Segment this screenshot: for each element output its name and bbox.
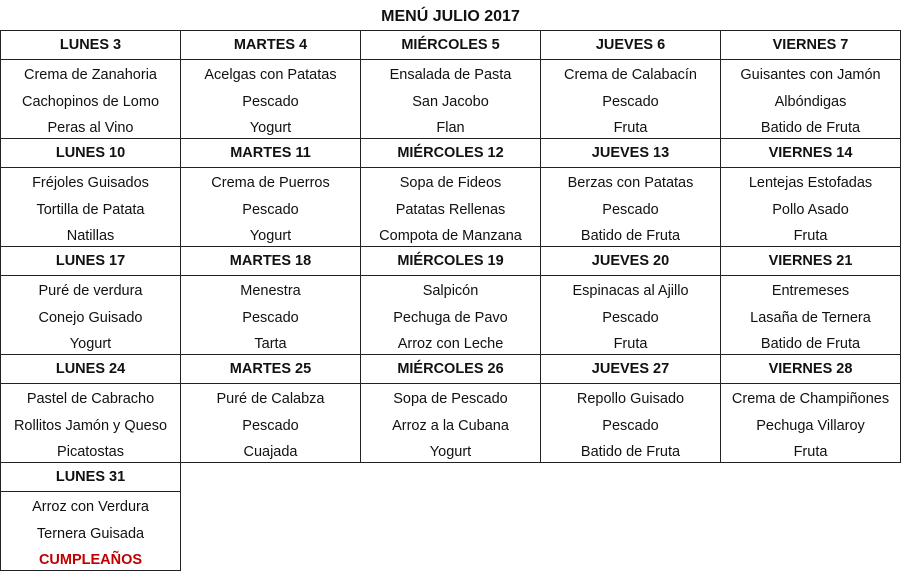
day-heading: LUNES 31 [1,463,180,492]
dish-starter: Crema de Calabacín [564,67,697,83]
day-heading: VIERNES 14 [721,139,900,168]
day-heading: JUEVES 20 [541,247,720,276]
dish-dessert: Yogurt [249,120,292,136]
week-row [1,139,901,247]
day-cell [721,139,901,247]
dish-main: Lasaña de Ternera [750,309,871,326]
dish-main: Tortilla de Patata [36,201,145,218]
day-cell [361,31,541,139]
dish-starter: Menestra [240,283,301,299]
dish-main: Pescado [242,201,299,218]
dish-dessert: Flan [436,120,465,136]
day-cell [541,139,721,247]
week-row [1,463,901,571]
dish-main: Pescado [242,309,299,326]
day-cell [1,139,181,247]
dish-starter: Crema de Zanahoria [24,67,157,83]
day-cell [1,463,181,571]
dish-dessert: Compota de Manzana [379,228,522,244]
dish-starter: Guisantes con Jamón [740,67,881,83]
day-heading: VIERNES 21 [721,247,900,276]
day-cell [361,247,541,355]
menu-table [0,30,901,571]
dish-main: Pescado [242,93,299,110]
dish-starter: Berzas con Patatas [567,175,694,191]
empty-cell [541,463,721,571]
week-row [1,247,901,355]
day-heading: VIERNES 28 [721,355,900,384]
dish-starter: Sopa de Pescado [393,391,508,407]
day-heading: JUEVES 13 [541,139,720,168]
day-cell [721,247,901,355]
dish-main: Pescado [602,309,659,326]
dish-main: Pollo Asado [772,201,849,218]
dish-dessert: Fruta [793,444,828,460]
day-cell [1,31,181,139]
day-cell [541,247,721,355]
day-cell [181,139,361,247]
week-row [1,355,901,463]
dish-main: San Jacobo [412,93,489,110]
day-cell [181,31,361,139]
dish-dessert: Batido de Fruta [760,120,861,136]
day-cell [361,139,541,247]
day-cell [181,247,361,355]
dish-starter: Crema de Champiñones [731,391,890,407]
day-heading: MARTES 25 [181,355,360,384]
dish-dessert: Fruta [613,120,648,136]
dish-main: Patatas Rellenas [395,201,506,218]
dish-starter: Espinacas al Ajillo [572,283,689,299]
dish-dessert: Batido de Fruta [580,444,681,460]
day-cell [721,31,901,139]
day-heading: LUNES 24 [1,355,180,384]
dish-starter: Lentejas Estofadas [748,175,873,191]
day-heading: MARTES 18 [181,247,360,276]
dish-dessert: Yogurt [429,444,472,460]
dish-dessert: Tarta [254,336,287,352]
dish-starter: Salpicón [422,283,479,299]
dish-main: Rollitos Jamón y Queso [13,417,168,434]
day-heading: JUEVES 27 [541,355,720,384]
dish-dessert: Fruta [613,336,648,352]
dish-dessert: Picatostas [57,444,124,460]
dish-main: Pescado [602,417,659,434]
dish-main: Arroz a la Cubana [392,417,509,434]
dish-dessert: Batido de Fruta [760,336,861,352]
dish-main: Conejo Guisado [38,309,143,326]
day-heading: MARTES 11 [181,139,360,168]
day-heading: LUNES 17 [1,247,180,276]
dish-starter: Sopa de Fideos [399,175,502,191]
day-cell [181,355,361,463]
dish-starter: Acelgas con Patatas [204,67,337,83]
dish-starter: Fréjoles Guisados [32,175,149,191]
dish-starter: Repollo Guisado [576,391,685,407]
dish-main: Albóndigas [774,93,847,110]
dish-main: Pechuga de Pavo [393,309,508,326]
dish-main: Pescado [242,417,299,434]
empty-cell [181,463,361,571]
dish-main: Ternera Guisada [36,525,145,542]
day-heading: LUNES 3 [1,31,180,60]
empty-cell [361,463,541,571]
week-row [1,31,901,139]
dish-main: Pescado [602,201,659,218]
birthday-label: CUMPLEAÑOS [38,552,143,568]
dish-dessert: Cuajada [243,444,298,460]
day-heading: MARTES 4 [181,31,360,60]
day-cell [361,355,541,463]
day-heading: MIÉRCOLES 19 [361,247,540,276]
dish-main: Cachopinos de Lomo [21,93,160,110]
day-heading: JUEVES 6 [541,31,720,60]
day-heading: LUNES 10 [1,139,180,168]
menu-title: MENÚ JULIO 2017 [381,8,520,25]
dish-starter: Arroz con Verdura [32,499,149,515]
day-cell [721,355,901,463]
dish-starter: Crema de Puerros [211,175,330,191]
day-heading: VIERNES 7 [721,31,900,60]
empty-cell [721,463,901,571]
day-cell [1,247,181,355]
dish-dessert: Fruta [793,228,828,244]
dish-starter: Pastel de Cabracho [26,391,155,407]
dish-dessert: Yogurt [69,336,112,352]
dish-dessert: Yogurt [249,228,292,244]
dish-starter: Entremeses [771,283,850,299]
day-cell [541,355,721,463]
dish-starter: Puré de verdura [38,283,143,299]
day-cell [541,31,721,139]
dish-starter: Puré de Calabza [216,391,325,407]
day-heading: MIÉRCOLES 5 [361,31,540,60]
dish-dessert: Batido de Fruta [580,228,681,244]
dish-main: Pescado [602,93,659,110]
day-heading: MIÉRCOLES 26 [361,355,540,384]
dish-dessert: Peras al Vino [47,120,134,136]
dish-main: Pechuga Villaroy [756,417,865,434]
day-cell [1,355,181,463]
day-heading: MIÉRCOLES 12 [361,139,540,168]
dish-starter: Ensalada de Pasta [389,67,512,83]
dish-dessert: Natillas [66,228,115,244]
dish-dessert: Arroz con Leche [397,336,504,352]
